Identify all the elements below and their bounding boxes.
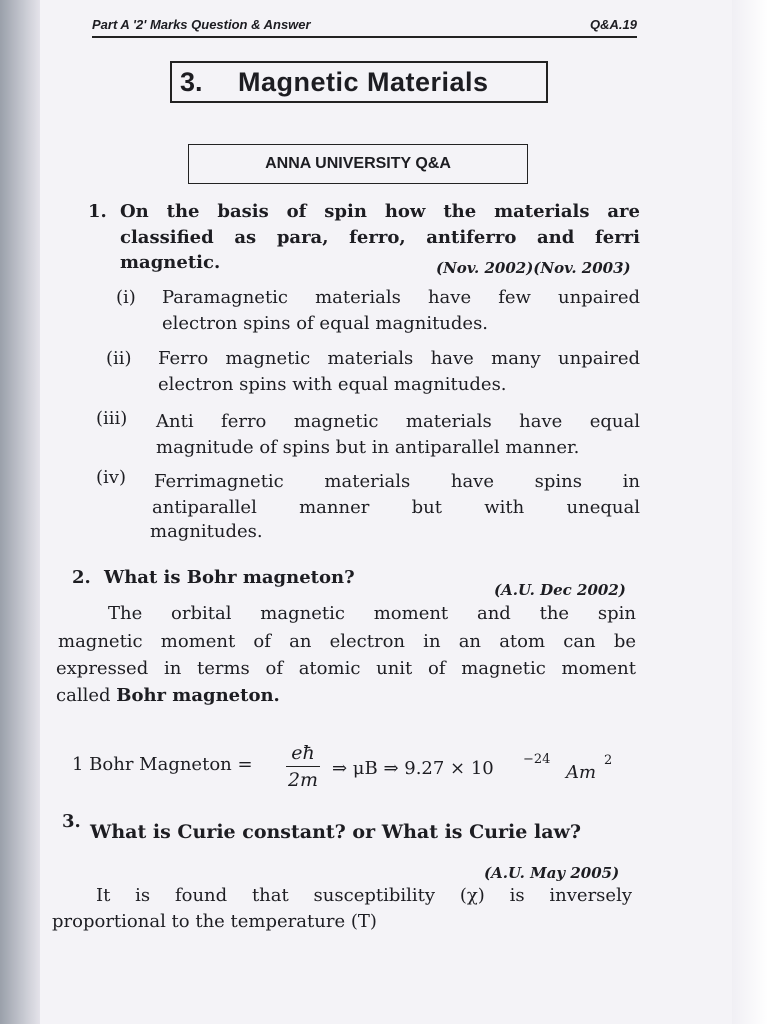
answer-2-line-4 <box>56 684 280 708</box>
formula-rhs: ⇒ μB ⇒ 9.27 × 10 <box>332 758 494 779</box>
header-page-number: Q&A.19 <box>590 17 637 32</box>
formula-lhs: 1 Bohr Magneton = <box>72 754 253 775</box>
formula-numerator: eħ <box>291 742 315 764</box>
formula-fraction <box>286 742 320 791</box>
answer-1-item-marker: (iii) <box>96 408 128 429</box>
header-left-text: Part A '2' Marks Question & Answer <box>92 17 311 32</box>
question-1-line-2: classified as para, ferro, antiferro and ferri <box>120 227 640 248</box>
question-3-number: 3. <box>62 811 81 832</box>
formula-denominator: 2m <box>287 769 319 791</box>
answer-1-item-line: Ferro magnetic materials have many unpaired <box>158 348 640 369</box>
answer-2-line-3: expressed in terms of atomic unit of magnetic moment <box>56 658 636 679</box>
answer-2-line-2: magnetic moment of an electron in an atom can be <box>58 631 636 652</box>
running-header <box>92 16 637 38</box>
chapter-title-box <box>170 61 548 103</box>
page-margin-edge <box>732 0 768 1024</box>
answer-1-item-line: Ferrimagnetic materials have spins in <box>154 471 640 492</box>
question-3-reference: (A.U. May 2005) <box>484 864 620 882</box>
answer-1-item-marker: (i) <box>116 287 136 308</box>
answer-1-item-line: antiparallel manner but with unequal <box>152 497 640 518</box>
answer-1-item-marker: (iv) <box>96 467 126 488</box>
answer-2-line-4-prefix: called <box>56 685 117 706</box>
question-2-number: 2. <box>72 567 91 588</box>
question-2-text: What is Bohr magneton? <box>104 567 355 588</box>
formula-exponent: −24 <box>523 752 551 767</box>
answer-1-item-line: Paramagnetic materials have few unpaired <box>162 287 640 308</box>
section-label-box: ANNA UNIVERSITY Q&A <box>188 144 528 184</box>
formula-unit: Am <box>566 762 597 783</box>
answer-2-bold-term: Bohr magneton. <box>116 685 280 706</box>
formula-unit-exponent: 2 <box>604 753 613 768</box>
book-binding-shadow <box>0 0 40 1024</box>
answer-3-line-1: It is found that susceptibility (χ) is inversely <box>96 885 632 906</box>
answer-1-item-line: magnitude of spins but in antiparallel manner. <box>156 437 580 458</box>
answer-1-item-marker: (ii) <box>106 348 132 369</box>
answer-1-item-line: Anti ferro magnetic materials have equal <box>156 411 640 432</box>
answer-1-item-line: magnitudes. <box>150 521 263 542</box>
question-3-text: What is Curie constant? or What is Curie law? <box>90 821 581 843</box>
question-1-number: 1. <box>88 201 107 222</box>
answer-2-line-1: The orbital magnetic moment and the spin <box>108 603 636 624</box>
question-1-line-3: magnetic. <box>120 252 221 273</box>
answer-1-item-line: electron spins with equal magnitudes. <box>158 374 507 395</box>
chapter-number: 3. <box>180 67 203 97</box>
question-1-line-1: On the basis of spin how the materials are <box>120 201 640 222</box>
chapter-title: Magnetic Materials <box>238 67 489 97</box>
question-1-reference: (Nov. 2002)(Nov. 2003) <box>436 259 631 277</box>
answer-1-item-line: electron spins of equal magnitudes. <box>162 313 489 334</box>
question-2-reference: (A.U. Dec 2002) <box>494 581 626 599</box>
fraction-bar <box>286 766 320 767</box>
answer-3-line-2: proportional to the temperature (T) <box>52 911 377 932</box>
